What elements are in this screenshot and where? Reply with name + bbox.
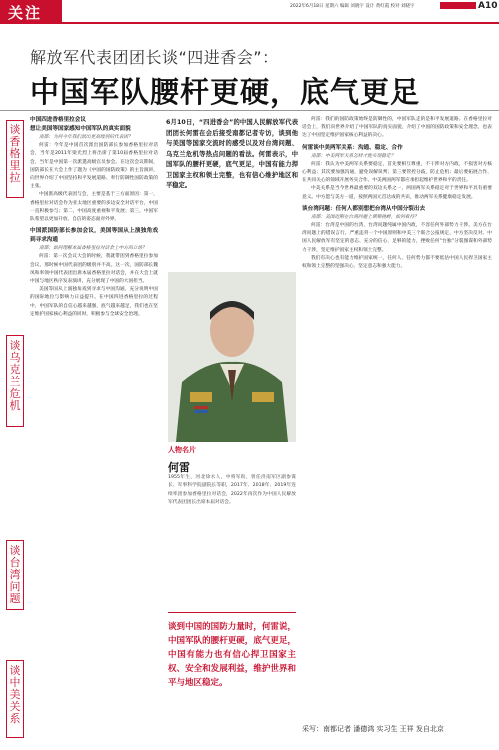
header-rule [0,22,499,24]
portrait-photo [168,272,296,442]
side-label-china-us: 谈中美关系 [9,664,21,725]
header-color-bar [440,2,476,9]
answer: 中美关系是当今世界最重要的双边关系之一，两国两军关系稳定对于世界和平具有重要意义。中方愿与美方一道，按照两国元首达成的共识，推动两军关系健康稳定发展。 [302,186,492,200]
answer: 我们有决心也有能力维护国家统一，任何人、任何势力都不要低估中国人民捍卫国家主权和领土完整的坚强决心、坚定意志和强大能力。 [302,255,492,270]
byline: 采写：南都记者 潘德鸿 实习生 王祥 发自北京 [302,725,444,733]
question: 南都：为何今年我们派出更高级别的代表团？ [39,135,133,140]
portrait-illustration [168,272,296,442]
answer: 何雷：今年是中国首次派出国防部长参加香格里拉对话会，当年是2011年梁光烈上将出席了第10届香格里拉对话会，当年是中国第一次派遣高级官员参会。在这次会议期间，国防部长在大会上作了题为《中国的国防政策》的主旨演讲，向世界介绍了中国坚持和平发展道路、奉行防御性国防政策的主张。 [30,143,158,190]
article-column-left [30,116,158,746]
issue-meta: 2022年6月18日 星期六 编辑 刘晓宇 设计 黄红霞 校对 刘晓宇 [290,4,415,9]
pull-quote-rule [168,612,296,613]
side-label-taiwan: 谈台湾问题 [9,544,21,605]
page-header [0,0,499,14]
question: 南都：中美两军关系怎样才能实现稳定？ [311,153,396,159]
page-number: A10 [478,1,498,11]
section-title: 中国派国防部长参加会议，美国等国从上演独角戏到寻求沟通 [30,228,158,244]
answer: 何雷：我们的国防政策始终是防御性的，中国军队走的是和平发展道路。在香格里拉对话会上，我们向世界介绍了中国军队的真实面貌，介绍了中国的国防政策和安全理念，也表达了中国坚定维护国家核心利益的决心。 [302,117,492,139]
headline-subtitle: 解放军代表团团长谈“四进香会”： [30,48,279,67]
answer: 美国等国从上演独角戏到寻求与中国沟通，充分说明中国的国际地位与影响力日益提升。在中国四进香格里拉的过程中，中国军队的自信心越来越强，底气越来越足，我们也在坚定维护国家核心利益的同时，积极参与全球安全治理。 [30,287,158,317]
section-title: 何雷谈中美两军关系：沟通、稳定、合作 [302,144,403,151]
section-subtitle: 想让美国等国家感知中国军队的真实面貌 [30,126,131,132]
section-title: 中国四进香格里拉会议 [30,117,86,123]
bio-name: 何雷 [168,461,190,474]
headline-rule [0,110,499,111]
bio-tag: 人物名片 [168,446,196,454]
lead-paragraph: 6月10日，“四进香会”的中国人民解放军代表团团长何雷在会后接受南都记者专访，谈到他与美国等国家交流时的感受以及对台湾问题、乌克兰危机等热点问题的看法。何雷表示，中国军队的腰杆更硬，底气更足，中国有能力捍卫国家主权和领土完整，也有信心维护地区和平稳定。 [166,119,298,189]
section-title: 谈台湾问题：任何人都别想把台湾从中国分裂出去 [302,205,426,212]
pull-quote: 谈到中国的国防力量时，何雷说，中国军队的腰杆更硬，底气更足，中国有能力也有信心捍卫国家主权、安全和发展利益，维护世界和平与地区稳定。 [168,622,296,688]
question: 南都：美国近期在台湾问题上频频挑衅，如何看待？ [311,214,419,220]
answer: 何雷：第一次会议大会的时候，我就带团到香格里拉参加会议，那时候中国代表团的级别并不高。这一次，国防部长魏凤和率领中国代表团出席本届香格里拉对话会，并在大会上就中国与地区秩序发表演讲，充分展现了中国的大国担当。 [30,254,158,285]
side-label-ukraine: 谈乌克兰危机 [9,339,21,412]
section-tag: 关注 [0,0,62,22]
bio-text: 1955年生，河北徐水人，中将军衔，曾任济南军区副参谋长、军事科学院副院长等职，2017年、2018年、2019年连续率团参加香格里拉对话会，2022年再次作为中国人民解放军代表团团长出席本届对话会。 [168,475,296,505]
side-label-shangrila: 谈香格里拉 [9,123,21,184]
answer: 中国派高级代表团与会，主要是基于三方面原因：第一，香格里拉对话会作为亚太地区重要的多边安全对话平台，中国一直积极参与；第二，中国高度重视和平发展；第三，中国军队希望以更加开放、自信的姿态面对外界。 [30,192,158,223]
headline-title: 中国军队腰杆更硬，底气更足 [30,75,421,109]
answer: 何雷：台湾是中国的台湾，台湾问题纯属中国内政，不容任何外部势力干涉。美方在台湾问题上的错误言行，严重违背一个中国原则和中美三个联合公报规定，中方坚决反对。中国人民解放军有坚定的意志、充分的信心、足够的能力，挫败任何“台独”分裂图谋和外部势力干涉，坚定维护国家主权和领土完整。 [302,223,492,253]
answer: 何雷：我认为中美两军关系要稳定，首先要相互尊重，不干涉对方内政，不损害对方核心利益；其次要加强沟通，避免误解误判；第三要管控分歧，防止危机；最后要拓展合作，在共同关心的领域开展务实合作。中美两国两军都应承担起维护世界和平的责任。 [302,161,492,184]
question: 南都：如何理解本届香格里拉对话会上中方的立场？ [39,246,147,252]
article-column-right [302,116,492,716]
